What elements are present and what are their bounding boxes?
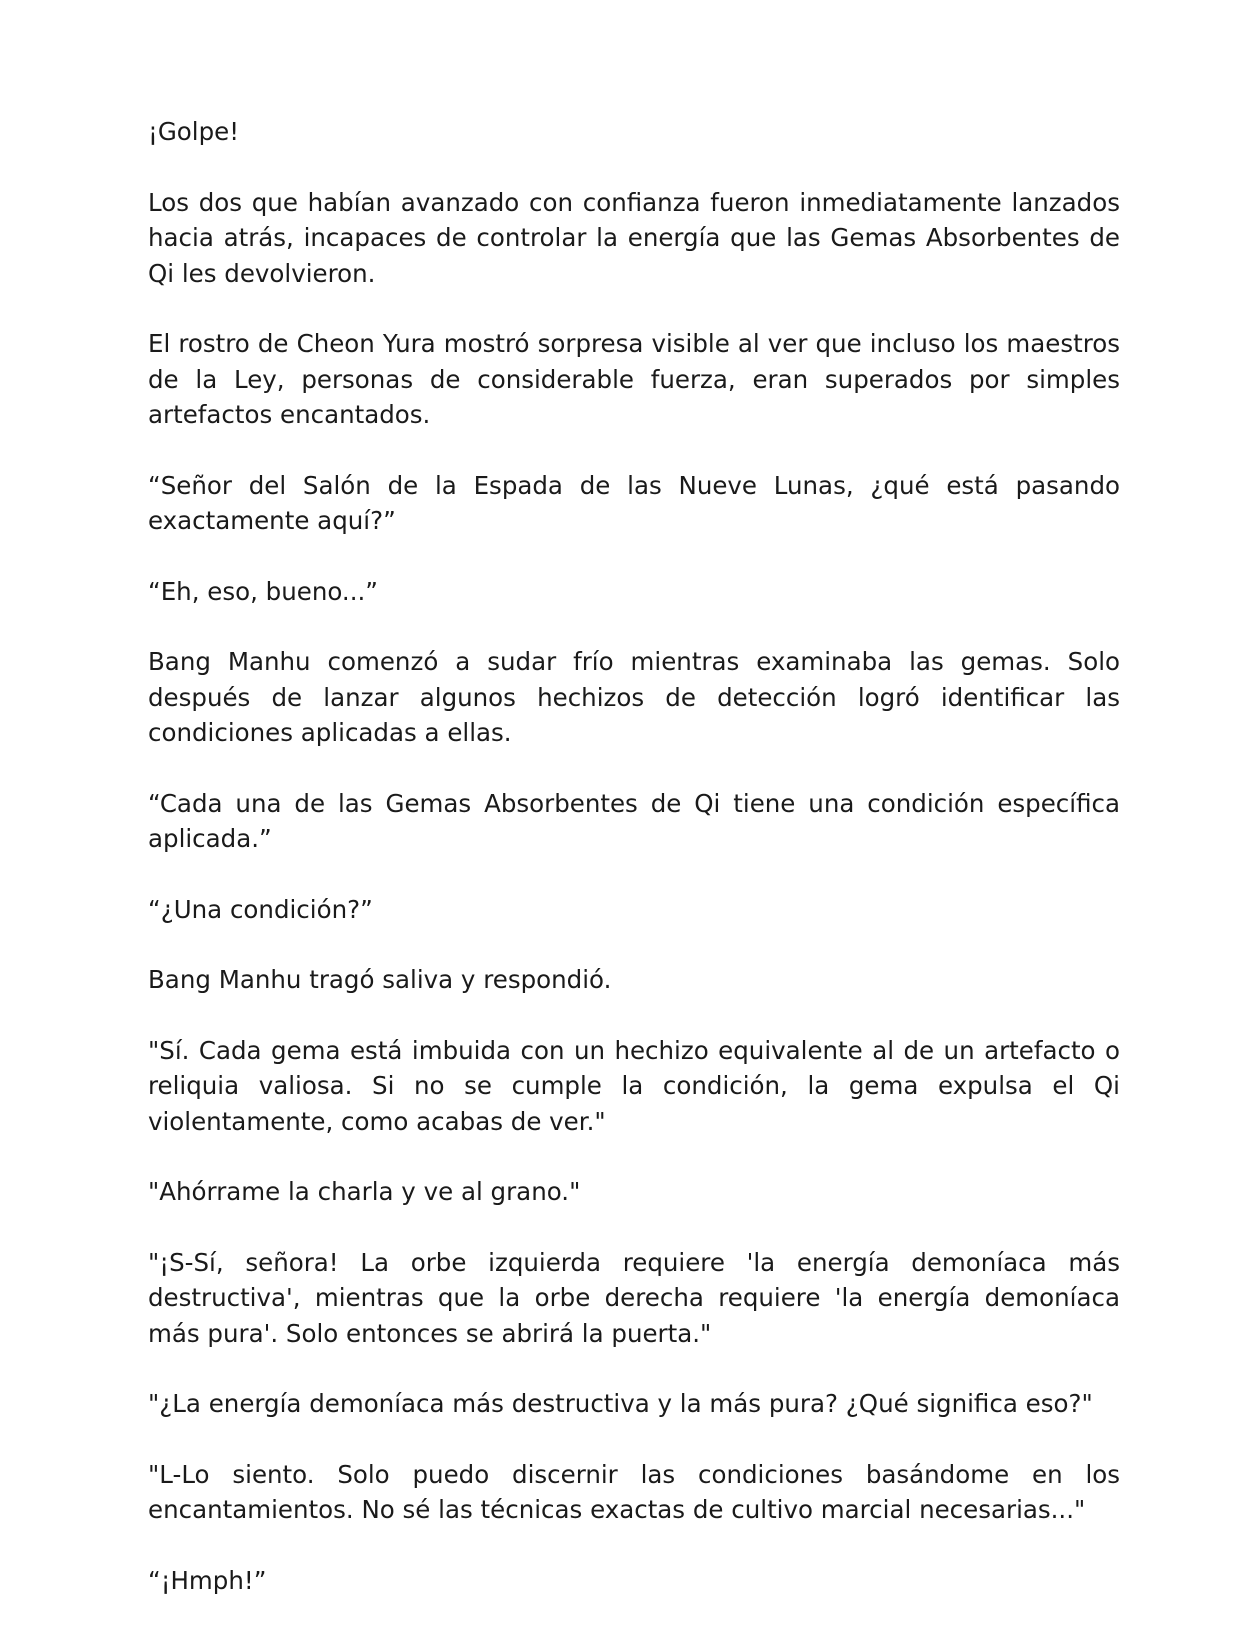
paragraph-eh-bueno: “Eh, eso, bueno...”	[148, 576, 378, 606]
paragraph-ahorrame: "Ahórrame la charla y ve al grano."	[148, 1177, 581, 1206]
paragraph-lanzados: Los dos que habían avanzado con confianza fueron inmediatamente lanzados hacia atrás, incapaces de controlar la energía que las Gemas Absorbentes de Qi les devolvieron.	[148, 187, 1120, 288]
paragraph-bang-manhu-sudar: Bang Manhu comenzó a sudar frío mientras examinaba las gemas. Solo después de lanzar algunos hechizos de detección logró identificar las condiciones aplicadas a ellas.	[148, 647, 1120, 747]
paragraph-trago-saliva: Bang Manhu tragó saliva y respondió.	[148, 965, 612, 994]
document-page	[148, 114, 1120, 1633]
paragraph-que-significa: "¿La energía demoníaca más destructiva y la más pura? ¿Qué significa eso?"	[148, 1389, 1093, 1418]
paragraph-gema-imbuida: "Sí. Cada gema está imbuida con un hechizo equivalente al de un artefacto o reliquia valiosa. Si no se cumple la condición, la gema expulsa el Qi violentamente, como acabas de ver."	[148, 1035, 1120, 1136]
paragraph-lo-siento: "L-Lo siento. Solo puedo discernir las condiciones basándome en los encantamientos. No sé las técnicas exactas de cultivo marcial necesarias..."	[148, 1459, 1120, 1524]
paragraph-question-senor: “Señor del Salón de la Espada de las Nueve Lunas, ¿qué está pasando exactamente aquí?”	[148, 470, 1120, 535]
paragraph-hmph: “¡Hmph!”	[148, 1565, 267, 1595]
paragraph-una-condicion: “¿Una condición?”	[148, 894, 373, 924]
paragraph-orbe-requiere: "¡S-Sí, señora! La orbe izquierda requiere 'la energía demoníaca más destructiva', mientras que la orbe derecha requiere 'la energía demoníaca más pura'. Solo entonces se abrirá la puerta."	[148, 1247, 1120, 1348]
paragraph-condicion-especifica: “Cada una de las Gemas Absorbentes de Qi tiene una condición específica aplicada.”	[148, 788, 1120, 853]
paragraph-golpe: ¡Golpe!	[148, 117, 240, 146]
paragraph-cheon-yura: El rostro de Cheon Yura mostró sorpresa visible al ver que incluso los maestros de la Ley, personas de considerable fuerza, eran superados por simples artefactos encantados.	[148, 329, 1120, 429]
